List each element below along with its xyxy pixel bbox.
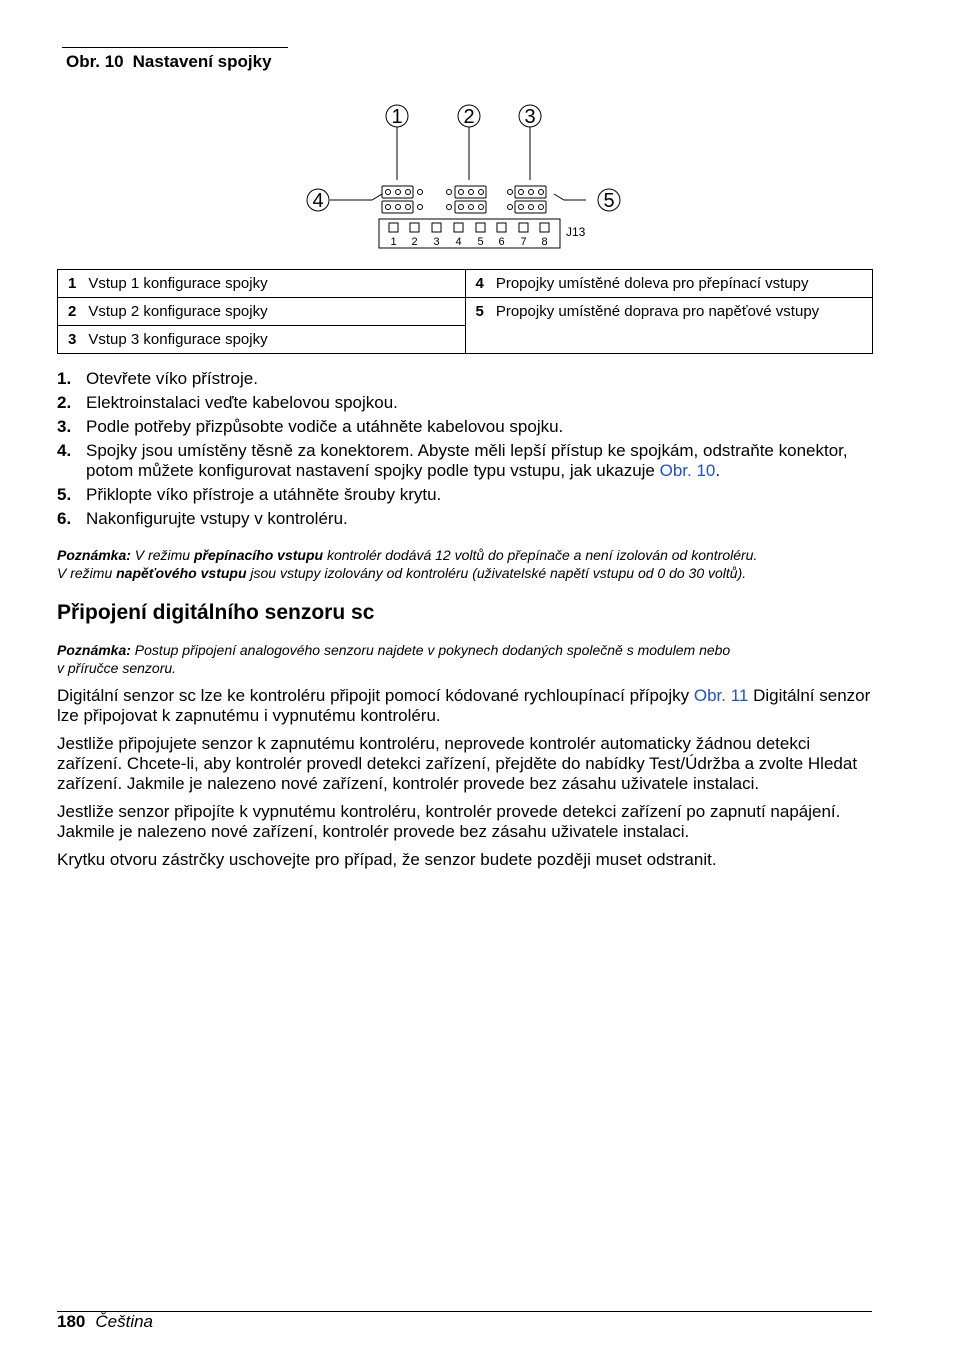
paragraph-text: Digitální senzor sc lze ke kontroléru připojit pomocí kódované rychloupínací přípojky — [57, 686, 694, 705]
list-item — [57, 417, 857, 437]
note-text: Postup připojení analogového senzoru najdete v pokynech dodaných společně s modulem nebo — [130, 642, 731, 658]
pin-label-8: 8 — [541, 236, 548, 248]
legend-number: 3 — [68, 331, 77, 348]
legend-cell — [465, 270, 873, 298]
step-text: Elektroinstalaci veďte kabelovou spojkou. — [86, 393, 398, 412]
note-text: V režimu — [57, 565, 117, 581]
legend-cell — [465, 298, 873, 354]
figure-11-link[interactable]: Obr. 11 — [693, 686, 749, 705]
note-emphasis: napěťového vstupu — [116, 565, 247, 581]
note-text: jsou vstupy izolovány od kontroléru (uživatelské napětí vstupu od 0 do 30 voltů). — [246, 565, 747, 581]
footer-rule — [57, 1311, 872, 1312]
paragraph: Jestliže senzor připojíte k vypnutému kontroléru, kontrolér provede detekci zařízení po zapnutí napájení. Jakmile je nalezeno nové zařízení, kontrolér provede bez zásahu uživatele instalaci. — [57, 802, 841, 841]
list-item — [57, 369, 857, 389]
note-analog-sensor — [57, 641, 877, 677]
step-number: 1. — [57, 369, 72, 388]
connector-label: J13 — [566, 225, 586, 239]
figure-title — [66, 52, 272, 72]
callout-3: 3 — [524, 106, 536, 128]
step-number: 2. — [57, 393, 72, 412]
table-row — [58, 298, 873, 326]
figure-legend-table — [57, 269, 873, 354]
section-heading: Připojení digitálního senzoru sc — [57, 601, 375, 624]
note-label: Poznámka: — [57, 547, 131, 563]
callout-1: 1 — [391, 106, 403, 128]
step-text: Nakonfigurujte vstupy v kontroléru. — [86, 509, 348, 528]
legend-text: Propojky umístěné doleva pro přepínací vstupy — [495, 275, 809, 292]
legend-cell — [58, 326, 466, 354]
callout-5: 5 — [603, 190, 615, 212]
legend-cell — [58, 298, 466, 326]
legend-text: Propojky umístěné doprava pro napěťové vstupy — [495, 303, 820, 320]
legend-number: 5 — [475, 303, 484, 320]
page-number: 180 — [57, 1312, 86, 1331]
pin-label-6: 6 — [498, 236, 505, 248]
pin-label-3: 3 — [433, 236, 440, 248]
legend-cell — [58, 270, 466, 298]
step-text: Podle potřeby přizpůsobte vodiče a utáhněte kabelovou spojku. — [86, 417, 564, 436]
list-item — [57, 509, 857, 529]
legend-number: 2 — [68, 303, 77, 320]
note-label: Poznámka: — [57, 642, 131, 658]
paragraph: Jestliže připojujete senzor k zapnutému kontroléru, neprovede kontrolér automaticky žádnou detekci zařízení. Chcete-li, aby kontrolér provedl detekci zařízení, přejděte do nabídky Test/Údržba a zvolte Hledat zařízení. Jakmile je nalezeno nové zařízení, kontrolér provede bez zásahu uživatele instalaci. — [57, 734, 858, 793]
callout-2: 2 — [463, 106, 475, 128]
step-text: Přiklopte víko přístroje a utáhněte šrouby krytu. — [86, 485, 442, 504]
legend-text: Vstup 1 konfigurace spojky — [88, 275, 268, 292]
pin-label-5: 5 — [477, 236, 484, 248]
note-text: kontrolér dodává 12 voltů do přepínače a není izolován od kontroléru. — [323, 547, 758, 563]
note-emphasis: přepínacího vstupu — [193, 547, 324, 563]
legend-text: Vstup 2 konfigurace spojky — [88, 303, 268, 320]
figure-10-link[interactable]: Obr. 10 — [659, 461, 716, 480]
step-number: 4. — [57, 441, 72, 460]
paragraph: Krytku otvoru zástrčky uschovejte pro případ, že senzor budete později muset odstranit. — [57, 850, 717, 869]
table-row — [58, 270, 873, 298]
step-text-end: . — [715, 461, 721, 480]
procedure-steps — [57, 369, 857, 533]
step-text: Spojky jsou umístěny těsně za konektorem. Abyste měli lepší přístup ke spojkám, odstraňte konektor, potom můžete konfigurovat nastavení spojky podle typu vstupu, jak ukazuje — [86, 441, 848, 480]
jumper-diagram — [296, 100, 636, 255]
step-number: 6. — [57, 509, 72, 528]
pin-label-4: 4 — [455, 236, 462, 248]
paragraph-text: Digitální senzor lze připojovat k zapnutému i vypnutému kontroléru. — [57, 686, 871, 725]
list-item — [57, 485, 857, 505]
step-text: Otevřete víko přístroje. — [86, 369, 258, 388]
note-text: v příručce senzoru. — [57, 660, 177, 676]
figure-number: Obr. 10 — [66, 52, 124, 71]
figure-caption: Nastavení spojky — [132, 52, 272, 71]
note-text: V režimu — [130, 547, 194, 563]
step-number: 3. — [57, 417, 72, 436]
list-item — [57, 393, 857, 413]
legend-number: 4 — [475, 275, 484, 292]
step-number: 5. — [57, 485, 72, 504]
page-footer — [57, 1312, 153, 1332]
pin-label-1: 1 — [390, 236, 397, 248]
list-item — [57, 441, 857, 481]
footer-language: Čeština — [95, 1312, 154, 1331]
pin-label-7: 7 — [520, 236, 527, 248]
callout-4: 4 — [312, 190, 324, 212]
legend-number: 1 — [68, 275, 77, 292]
note-input-modes — [57, 546, 877, 582]
pin-label-2: 2 — [411, 236, 418, 248]
paragraph — [57, 686, 877, 726]
figure-title-rule — [62, 47, 288, 48]
legend-text: Vstup 3 konfigurace spojky — [88, 331, 268, 348]
